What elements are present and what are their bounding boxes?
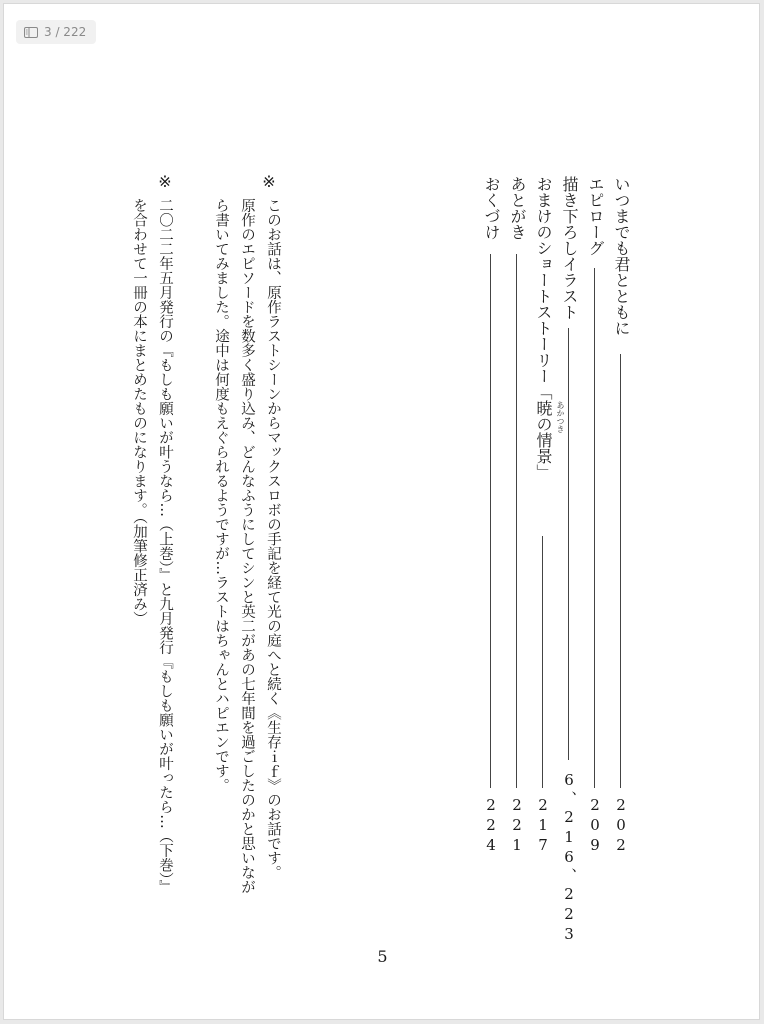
toc-title: 描き下ろしイラスト — [560, 176, 579, 320]
toc-leader — [490, 254, 491, 788]
toc-leader — [620, 354, 621, 788]
note-body — [208, 198, 286, 894]
note-line: を合わせて一冊の本にまとめたものになります。（加筆修正済み） — [131, 198, 147, 626]
toc-page: 209 — [586, 796, 604, 856]
toc-entry[interactable] — [530, 176, 565, 866]
toc-entry[interactable] — [608, 176, 634, 866]
ruby-group — [534, 400, 565, 433]
note-body — [126, 198, 178, 894]
toc-title: いつまでも君とともに — [612, 176, 631, 336]
ruby-reading: あかつき — [556, 401, 565, 433]
toc-page: 217 — [534, 796, 552, 856]
toc-leader — [568, 328, 569, 760]
toc-entry[interactable] — [556, 176, 582, 945]
toc-title-part: の情景」 — [534, 416, 553, 480]
toc-entry[interactable] — [582, 176, 608, 866]
note-line: 二〇二二年五月発行の『もしも願いが叶うなら…（上巻）』と九月発行『もしも願いが叶ったら…（下巻）』 — [157, 198, 173, 894]
note-line: このお話は、原作ラストシーンからマックスロボの手記を経て光の庭へと続く《生存ｉｆ》のお話です。 — [265, 198, 281, 880]
toc-page: 202 — [612, 796, 630, 856]
toc-title: あとがき — [508, 176, 527, 240]
ruby-base: 暁 — [534, 400, 553, 416]
book-page — [3, 3, 760, 1020]
page-indicator-text: 3 / 222 — [44, 25, 87, 39]
toc-title: おくづけ — [482, 176, 501, 240]
toc-leader — [542, 536, 543, 788]
page-number: 5 — [377, 947, 388, 966]
note-line: 原作のエピソードを数多く盛り込み、どんなふうにしてシンと英二があの七年間を過ごしたのかと思いなが — [239, 198, 255, 894]
toc-page: 6、216、223 — [560, 771, 578, 945]
toc-leader — [516, 254, 517, 788]
page-indicator[interactable] — [16, 20, 96, 44]
toc-title-part: おまけのショートストーリー「 — [534, 176, 553, 400]
toc-entry[interactable] — [504, 176, 530, 866]
toc-page: 221 — [508, 796, 526, 856]
toc-title: エピローグ — [586, 176, 605, 256]
toc-entry[interactable] — [478, 176, 504, 866]
toc-page: 224 — [482, 796, 500, 856]
reference-mark: ※ — [262, 172, 276, 191]
toc-title — [530, 176, 565, 480]
toc-leader — [594, 268, 595, 788]
reference-mark: ※ — [158, 172, 172, 191]
book-icon — [24, 27, 38, 38]
note-line: ら書いてみました。途中は何度もえぐられるようですが…ラストはちゃんとハピエンです。 — [213, 198, 229, 793]
